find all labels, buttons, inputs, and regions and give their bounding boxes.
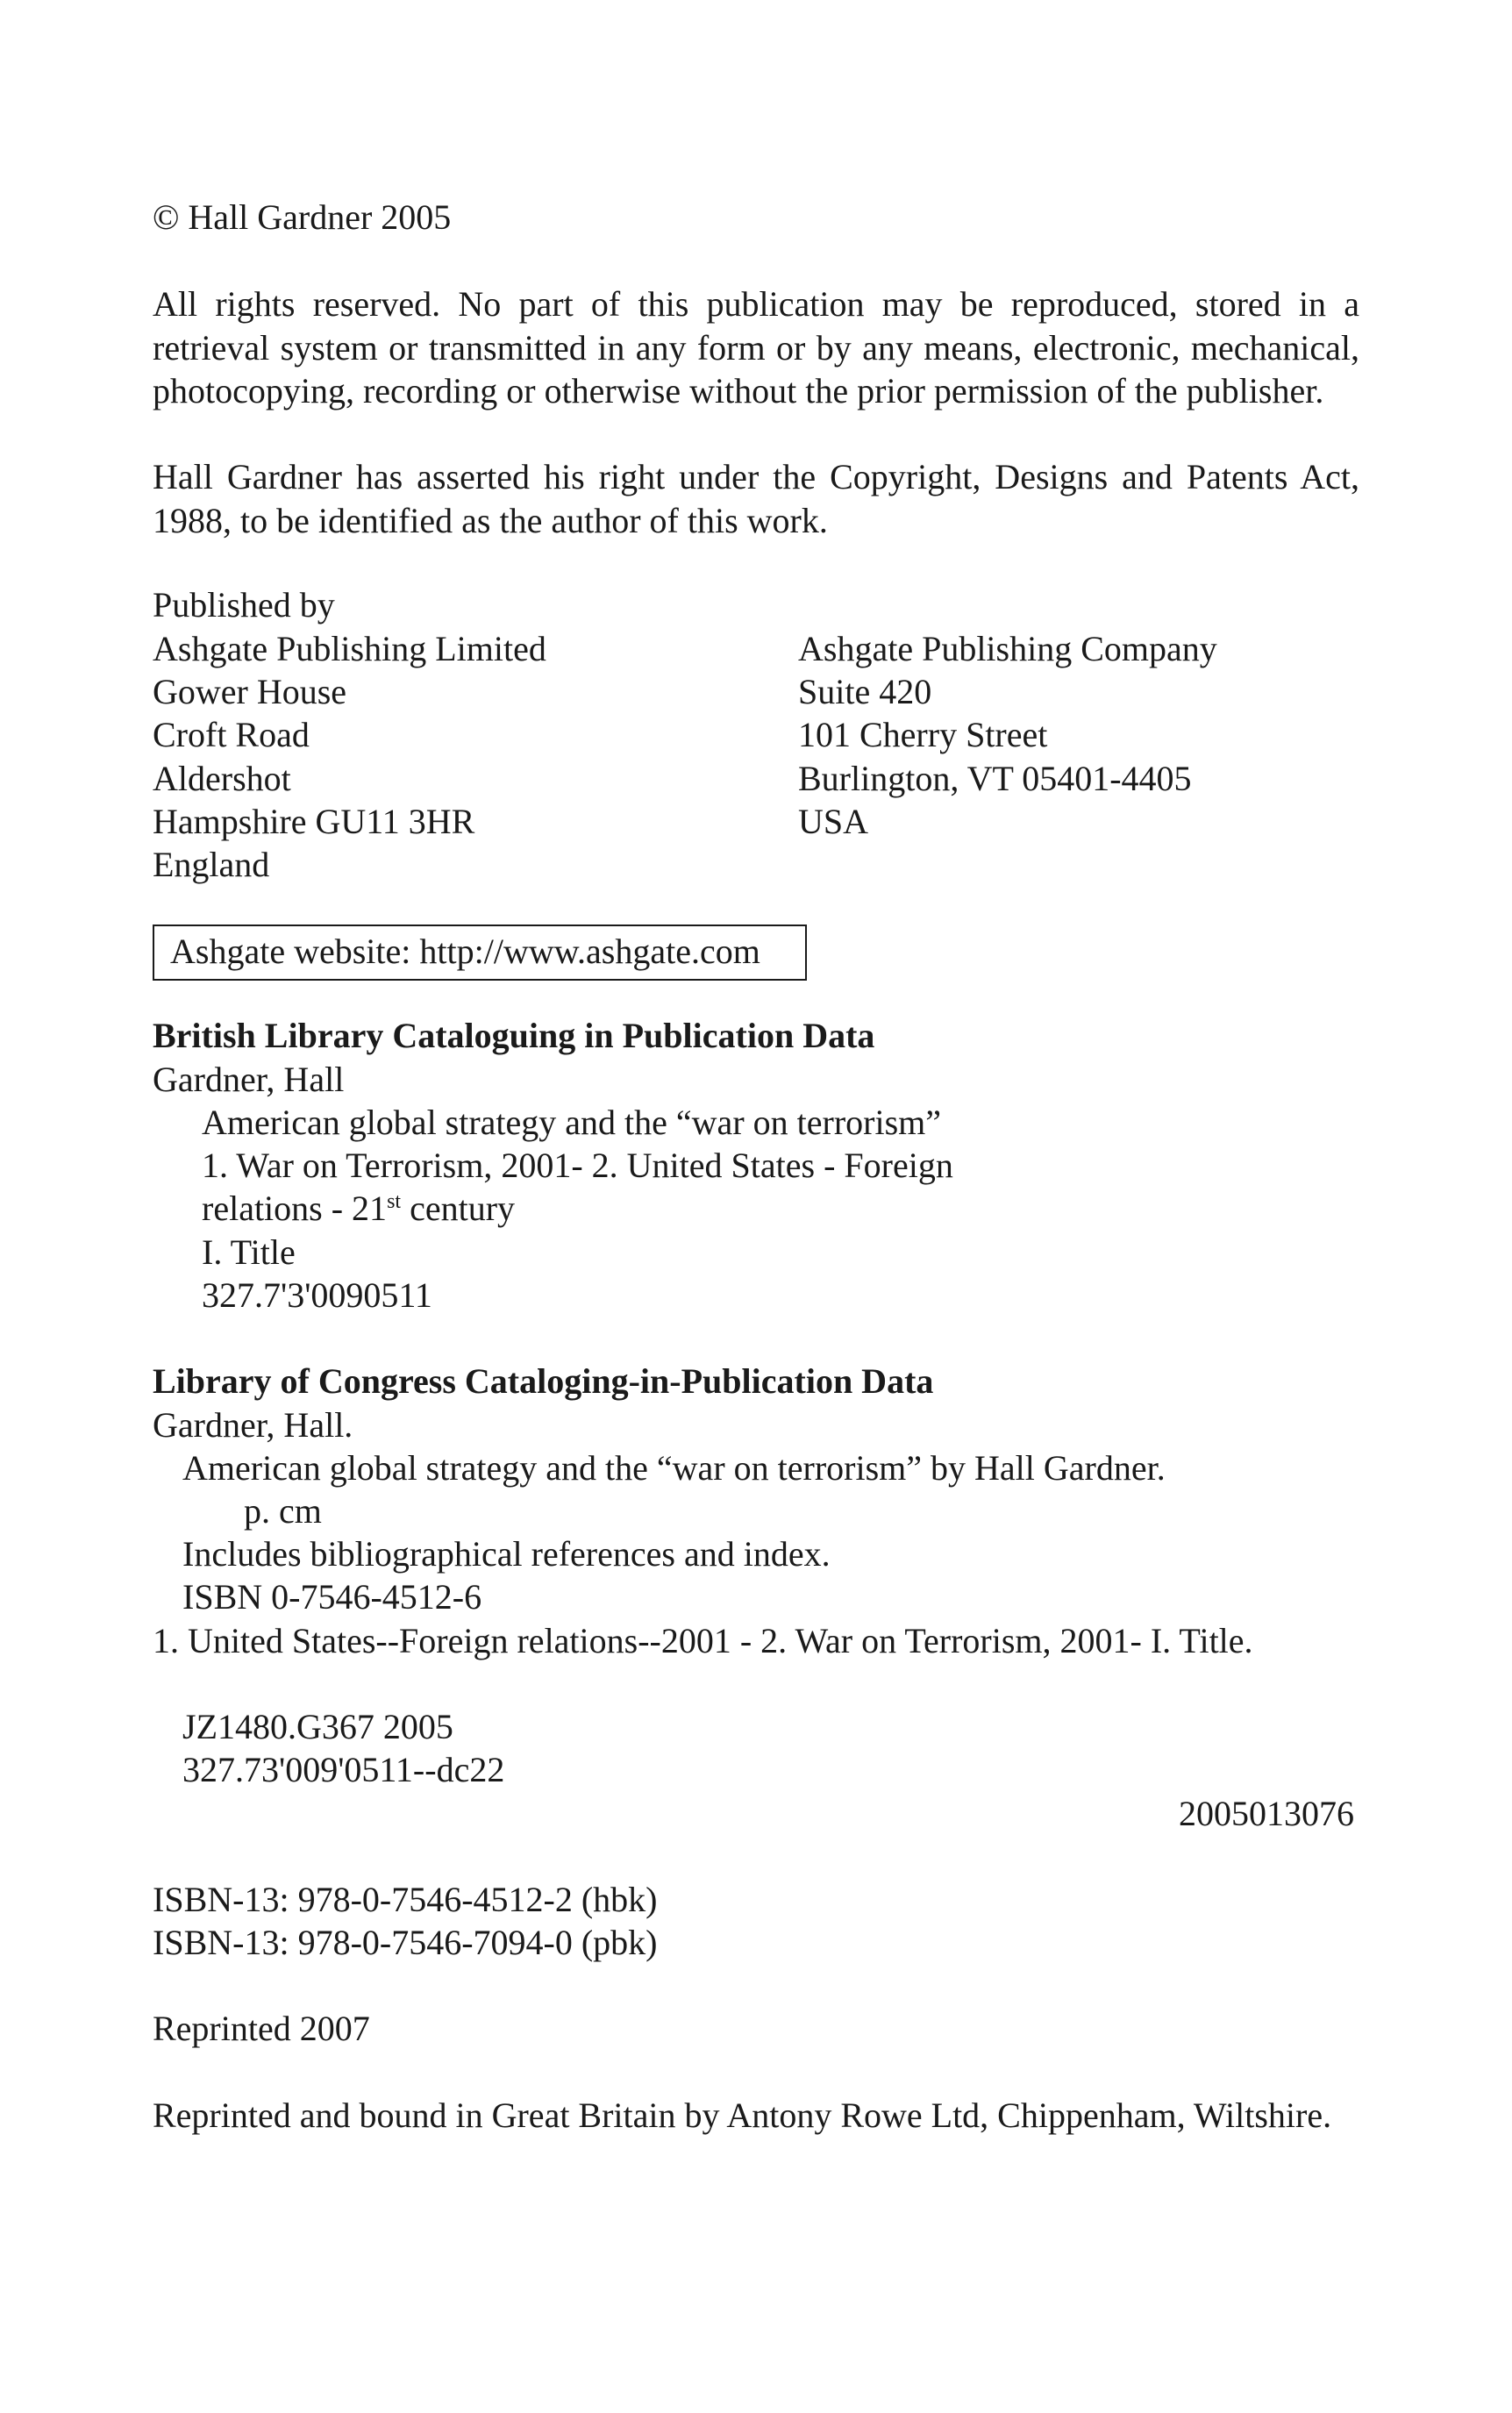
loc-heading: Library of Congress Cataloging-in-Publication Data	[153, 1361, 934, 1401]
loc-isbn: ISBN 0-7546-4512-6	[182, 1577, 482, 1617]
address-line: Suite 420	[798, 672, 932, 711]
website-text: Ashgate website: http://www.ashgate.com	[170, 932, 760, 971]
loc-call-number: JZ1480.G367 2005	[182, 1707, 453, 1746]
bl-subjects-cont	[202, 1188, 515, 1230]
address-line: Burlington, VT 05401-4405	[798, 759, 1192, 798]
loc-includes: Includes bibliographical references and index.	[182, 1534, 831, 1574]
rights-notice: All rights reserved. No part of this publication may be reproduced, stored in a retrieval system or transmitted in any form or by any means, electronic, mechanical, photocopying, recording or otherwise without the prior permission of the publisher.	[153, 284, 1359, 410]
published-by-label: Published by	[153, 585, 335, 625]
address-line: England	[153, 845, 270, 884]
address-line: Gower House	[153, 672, 347, 711]
address-line: Croft Road	[153, 715, 310, 754]
isbn13-hbk: ISBN-13: 978-0-7546-4512-2 (hbk)	[153, 1880, 658, 1919]
copyright-line: © Hall Gardner 2005	[153, 197, 452, 237]
bl-classification: 327.7'3'0090511	[202, 1275, 432, 1315]
reprinted-line: Reprinted 2007	[153, 2009, 370, 2048]
bl-subjects-text: relations - 21	[202, 1189, 388, 1228]
loc-author: Gardner, Hall.	[153, 1405, 353, 1445]
ordinal-suffix: st	[387, 1190, 402, 1213]
address-line: Ashgate Publishing Company	[798, 629, 1217, 668]
website-box	[153, 925, 807, 981]
address-line: 101 Cherry Street	[798, 715, 1048, 754]
author-assertion: Hall Gardner has asserted his right under the Copyright, Designs and Patents Act, 1988, to be identified as the author of this work.	[153, 457, 1359, 540]
loc-pages: p. cm	[244, 1491, 322, 1531]
address-line: Ashgate Publishing Limited	[153, 629, 546, 668]
loc-subjects: 1. United States--Foreign relations--2001 - 2. War on Terrorism, 2001- I. Title.	[153, 1621, 1253, 1660]
address-line: Aldershot	[153, 759, 291, 798]
loc-dewey: 327.73'009'0511--dc22	[182, 1750, 505, 1789]
bl-title: American global strategy and the “war on terrorism”	[202, 1103, 942, 1142]
isbn13-pbk: ISBN-13: 978-0-7546-7094-0 (pbk)	[153, 1923, 658, 1962]
address-line: Hampshire GU11 3HR	[153, 802, 475, 841]
printer-line: Reprinted and bound in Great Britain by Antony Rowe Ltd, Chippenham, Wiltshire.	[153, 2095, 1332, 2135]
address-line: USA	[798, 802, 869, 841]
bl-subjects-text-end: century	[401, 1189, 516, 1228]
bl-author: Gardner, Hall	[153, 1060, 345, 1099]
bl-heading: British Library Cataloguing in Publication Data	[153, 1016, 875, 1055]
bl-subjects: 1. War on Terrorism, 2001- 2. United States - Foreign	[202, 1146, 953, 1185]
loc-lccn: 2005013076	[1179, 1794, 1354, 1833]
bl-title-entry: I. Title	[202, 1232, 296, 1272]
loc-title: American global strategy and the “war on terrorism” by Hall Gardner.	[182, 1448, 1166, 1488]
